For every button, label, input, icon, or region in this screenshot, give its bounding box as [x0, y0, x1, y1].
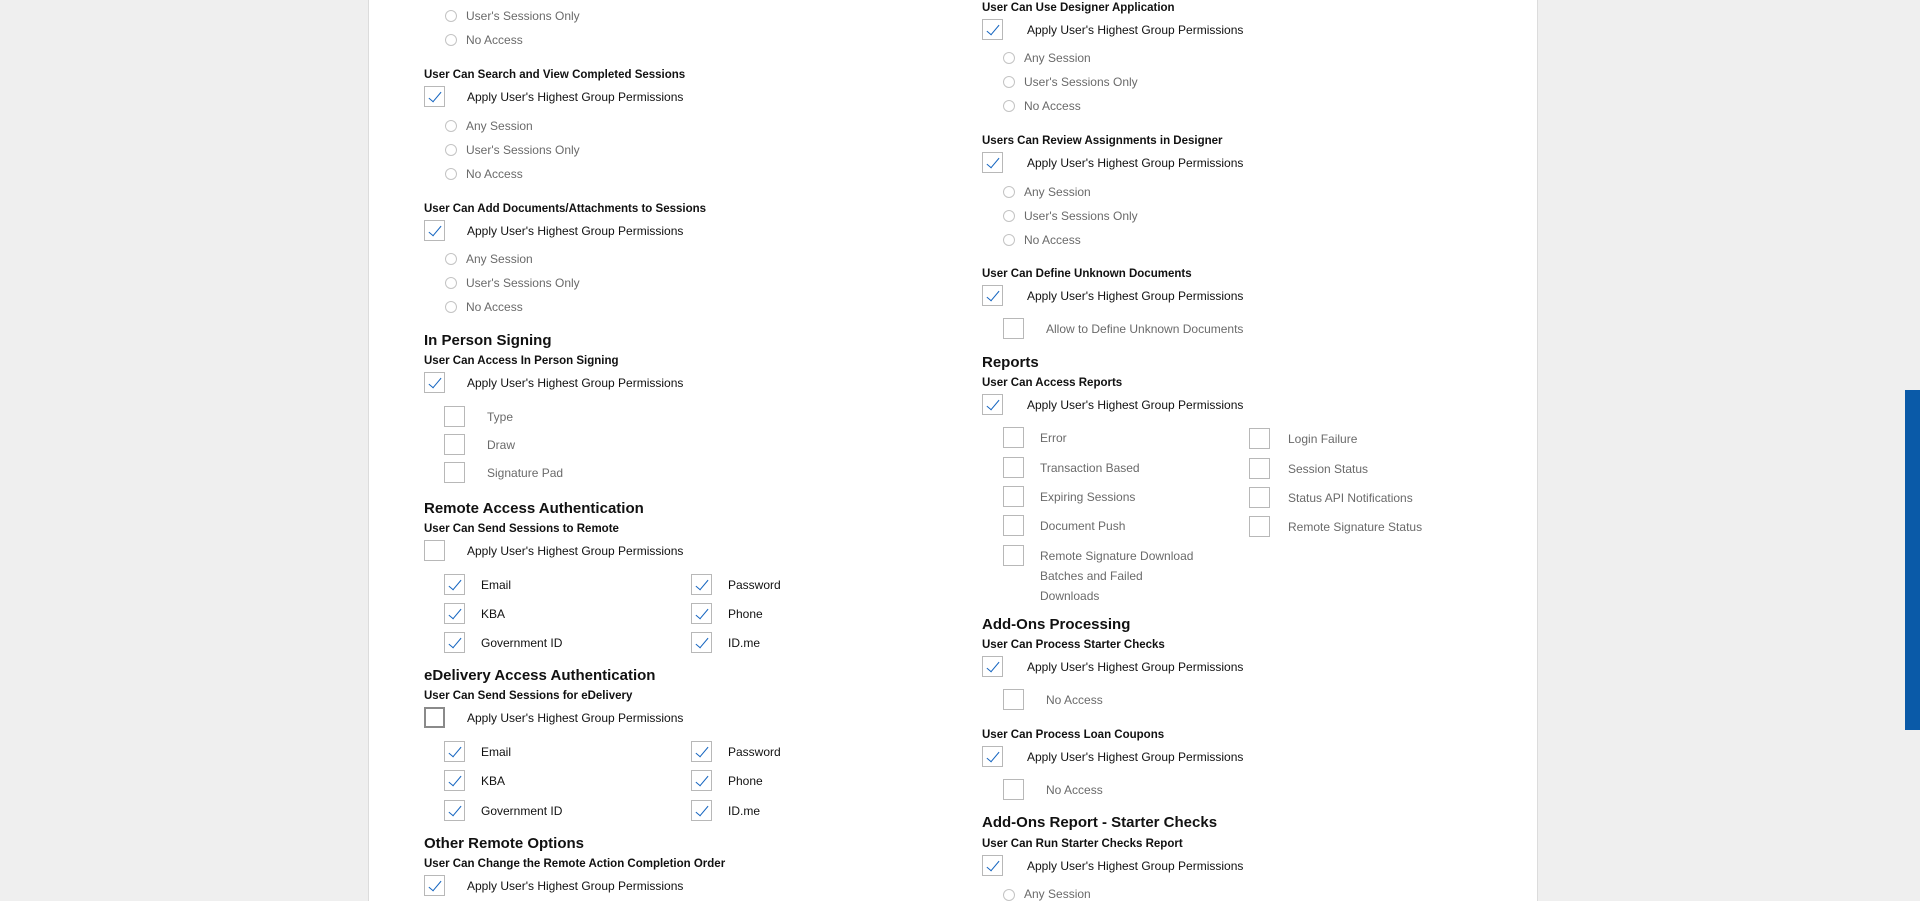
perm-heading-completion-order: User Can Change the Remote Action Completion Order: [424, 858, 726, 870]
report-status-api-checkbox[interactable]: [1249, 487, 1270, 508]
apply-highest-label: Apply User's Highest Group Permissions: [1027, 859, 1244, 873]
apply-highest-checkbox[interactable]: [424, 875, 445, 896]
report-error-checkbox[interactable]: [1003, 427, 1024, 448]
radio-any-session[interactable]: [445, 253, 457, 265]
apply-highest-label: Apply User's Highest Group Permissions: [467, 879, 684, 893]
radio-label: User's Sessions Only: [1024, 75, 1138, 89]
perm-heading-in-person: User Can Access In Person Signing: [424, 355, 619, 367]
allow-define-unknown-checkbox[interactable]: [1003, 318, 1024, 339]
report-transaction-checkbox[interactable]: [1003, 457, 1024, 478]
option-label-phone: Phone: [728, 774, 763, 788]
report-remote-signature-status-checkbox[interactable]: [1249, 516, 1270, 537]
perm-heading-starter-checks: User Can Process Starter Checks: [982, 639, 1165, 651]
option-label-email: Email: [481, 578, 512, 592]
apply-highest-checkbox[interactable]: [424, 372, 445, 393]
report-label-error: Error: [1040, 431, 1067, 445]
apply-highest-checkbox[interactable]: [982, 746, 1003, 767]
option-label-kba: KBA: [481, 607, 506, 621]
report-remote-download-checkbox[interactable]: [1003, 545, 1024, 566]
perm-heading-remote: User Can Send Sessions to Remote: [424, 523, 619, 535]
side-tab[interactable]: [1905, 390, 1920, 730]
section-title-in-person-signing: In Person Signing: [424, 332, 552, 349]
phone-checkbox[interactable]: [691, 603, 712, 624]
section-title-addons-report: Add-Ons Report - Starter Checks: [982, 814, 1218, 831]
password-checkbox[interactable]: [691, 574, 712, 595]
radio-users-sessions-only[interactable]: [445, 144, 457, 156]
radio-any-session[interactable]: [445, 120, 457, 132]
permissions-panel: [368, 0, 1538, 901]
radio-label: Any Session: [1024, 185, 1091, 199]
no-access-checkbox[interactable]: [1003, 779, 1024, 800]
apply-highest-checkbox[interactable]: [982, 285, 1003, 306]
idme-checkbox[interactable]: [691, 632, 712, 653]
signature-pad-checkbox[interactable]: [444, 462, 465, 483]
option-label-government-id: Government ID: [481, 804, 563, 818]
phone-checkbox[interactable]: [691, 770, 712, 791]
radio-users-sessions-only[interactable]: [1003, 210, 1015, 222]
radio-users-sessions-only[interactable]: [445, 277, 457, 289]
apply-highest-checkbox[interactable]: [982, 394, 1003, 415]
report-expiring-checkbox[interactable]: [1003, 486, 1024, 507]
option-label-idme: ID.me: [728, 804, 761, 818]
apply-highest-label: Apply User's Highest Group Permissions: [1027, 156, 1244, 170]
report-label-login-failure: Login Failure: [1288, 432, 1358, 446]
apply-highest-label: Apply User's Highest Group Permissions: [1027, 398, 1244, 412]
option-label-phone: Phone: [728, 607, 763, 621]
radio-no-access[interactable]: [445, 301, 457, 313]
apply-highest-checkbox[interactable]: [424, 540, 445, 561]
option-label-allow-define: Allow to Define Unknown Documents: [1046, 322, 1244, 336]
no-access-checkbox[interactable]: [1003, 689, 1024, 710]
radio-any-session[interactable]: [1003, 186, 1015, 198]
report-label-expiring: Expiring Sessions: [1040, 490, 1136, 504]
perm-heading-add-documents: User Can Add Documents/Attachments to Sessions: [424, 203, 707, 215]
kba-checkbox[interactable]: [444, 770, 465, 791]
option-label-signature-pad: Signature Pad: [487, 466, 564, 480]
apply-highest-label: Apply User's Highest Group Permissions: [467, 544, 684, 558]
radio-no-access[interactable]: [1003, 100, 1015, 112]
radio-no-access[interactable]: [445, 34, 457, 46]
perm-heading-access-reports: User Can Access Reports: [982, 377, 1123, 389]
apply-highest-label: Apply User's Highest Group Permissions: [467, 376, 684, 390]
radio-label: No Access: [1024, 99, 1081, 113]
report-login-failure-checkbox[interactable]: [1249, 428, 1270, 449]
option-label-kba: KBA: [481, 774, 506, 788]
radio-label: No Access: [1024, 233, 1081, 247]
apply-highest-label: Apply User's Highest Group Permissions: [1027, 750, 1244, 764]
idme-checkbox[interactable]: [691, 800, 712, 821]
radio-label: Any Session: [466, 252, 533, 266]
apply-highest-label: Apply User's Highest Group Permissions: [1027, 660, 1244, 674]
report-label-remote-download: Remote Signature Download: [1040, 549, 1194, 563]
radio-label: User's Sessions Only: [466, 276, 580, 290]
type-checkbox[interactable]: [444, 406, 465, 427]
report-label-remote-signature-status: Remote Signature Status: [1288, 520, 1423, 534]
report-label-remote-download: Batches and Failed: [1040, 569, 1143, 583]
radio-any-session[interactable]: [1003, 889, 1015, 901]
apply-highest-checkbox[interactable]: [982, 19, 1003, 40]
report-label-document-push: Document Push: [1040, 519, 1126, 533]
apply-highest-checkbox[interactable]: [424, 707, 445, 728]
section-title-edelivery: eDelivery Access Authentication: [424, 667, 656, 684]
perm-heading-define-unknown: User Can Define Unknown Documents: [982, 268, 1192, 280]
section-title-reports: Reports: [982, 354, 1039, 371]
apply-highest-checkbox[interactable]: [982, 152, 1003, 173]
perm-heading-review-assignments: Users Can Review Assignments in Designer: [982, 135, 1223, 147]
apply-highest-checkbox[interactable]: [424, 220, 445, 241]
email-checkbox[interactable]: [444, 574, 465, 595]
radio-label: Any Session: [1024, 887, 1091, 901]
radio-users-sessions-only[interactable]: [1003, 76, 1015, 88]
report-label-status-api: Status API Notifications: [1288, 491, 1413, 505]
report-session-status-checkbox[interactable]: [1249, 458, 1270, 479]
option-label-draw: Draw: [487, 438, 516, 452]
radio-label: User's Sessions Only: [1024, 209, 1138, 223]
radio-users-sessions-only[interactable]: [445, 10, 457, 22]
kba-checkbox[interactable]: [444, 603, 465, 624]
email-checkbox[interactable]: [444, 741, 465, 762]
perm-heading-loan-coupons: User Can Process Loan Coupons: [982, 729, 1165, 741]
perm-heading-search-view: User Can Search and View Completed Sessions: [424, 69, 686, 81]
report-label-session-status: Session Status: [1288, 462, 1369, 476]
radio-label: User's Sessions Only: [466, 9, 580, 23]
report-label-remote-download: Downloads: [1040, 589, 1100, 603]
option-label-password: Password: [728, 578, 781, 592]
apply-highest-label: Apply User's Highest Group Permissions: [467, 711, 684, 725]
radio-label: No Access: [466, 300, 523, 314]
radio-label: Any Session: [466, 119, 533, 133]
password-checkbox[interactable]: [691, 741, 712, 762]
apply-highest-label: Apply User's Highest Group Permissions: [1027, 289, 1244, 303]
apply-highest-label: Apply User's Highest Group Permissions: [467, 90, 684, 104]
government-id-checkbox[interactable]: [444, 800, 465, 821]
apply-highest-checkbox[interactable]: [424, 86, 445, 107]
government-id-checkbox[interactable]: [444, 632, 465, 653]
perm-heading-starter-checks-report: User Can Run Starter Checks Report: [982, 838, 1183, 850]
option-label-no-access: No Access: [1046, 693, 1103, 707]
perm-heading-designer: User Can Use Designer Application: [982, 2, 1175, 14]
section-title-other-remote: Other Remote Options: [424, 835, 585, 852]
perm-heading-edelivery: User Can Send Sessions for eDelivery: [424, 690, 633, 702]
radio-any-session[interactable]: [1003, 52, 1015, 64]
option-label-email: Email: [481, 745, 512, 759]
section-title-remote-access: Remote Access Authentication: [424, 500, 644, 517]
option-label-no-access: No Access: [1046, 783, 1103, 797]
option-label-type: Type: [487, 410, 514, 424]
apply-highest-label: Apply User's Highest Group Permissions: [467, 224, 684, 238]
radio-no-access[interactable]: [1003, 234, 1015, 246]
option-label-password: Password: [728, 745, 781, 759]
radio-label: Any Session: [1024, 51, 1091, 65]
option-label-government-id: Government ID: [481, 636, 563, 650]
report-document-push-checkbox[interactable]: [1003, 515, 1024, 536]
radio-no-access[interactable]: [445, 168, 457, 180]
apply-highest-checkbox[interactable]: [982, 855, 1003, 876]
radio-label: No Access: [466, 167, 523, 181]
radio-label: No Access: [466, 33, 523, 47]
apply-highest-checkbox[interactable]: [982, 656, 1003, 677]
option-label-idme: ID.me: [728, 636, 761, 650]
draw-checkbox[interactable]: [444, 434, 465, 455]
apply-highest-label: Apply User's Highest Group Permissions: [1027, 23, 1244, 37]
report-label-transaction: Transaction Based: [1040, 461, 1140, 475]
section-title-addons-processing: Add-Ons Processing: [982, 616, 1131, 633]
radio-label: User's Sessions Only: [466, 143, 580, 157]
